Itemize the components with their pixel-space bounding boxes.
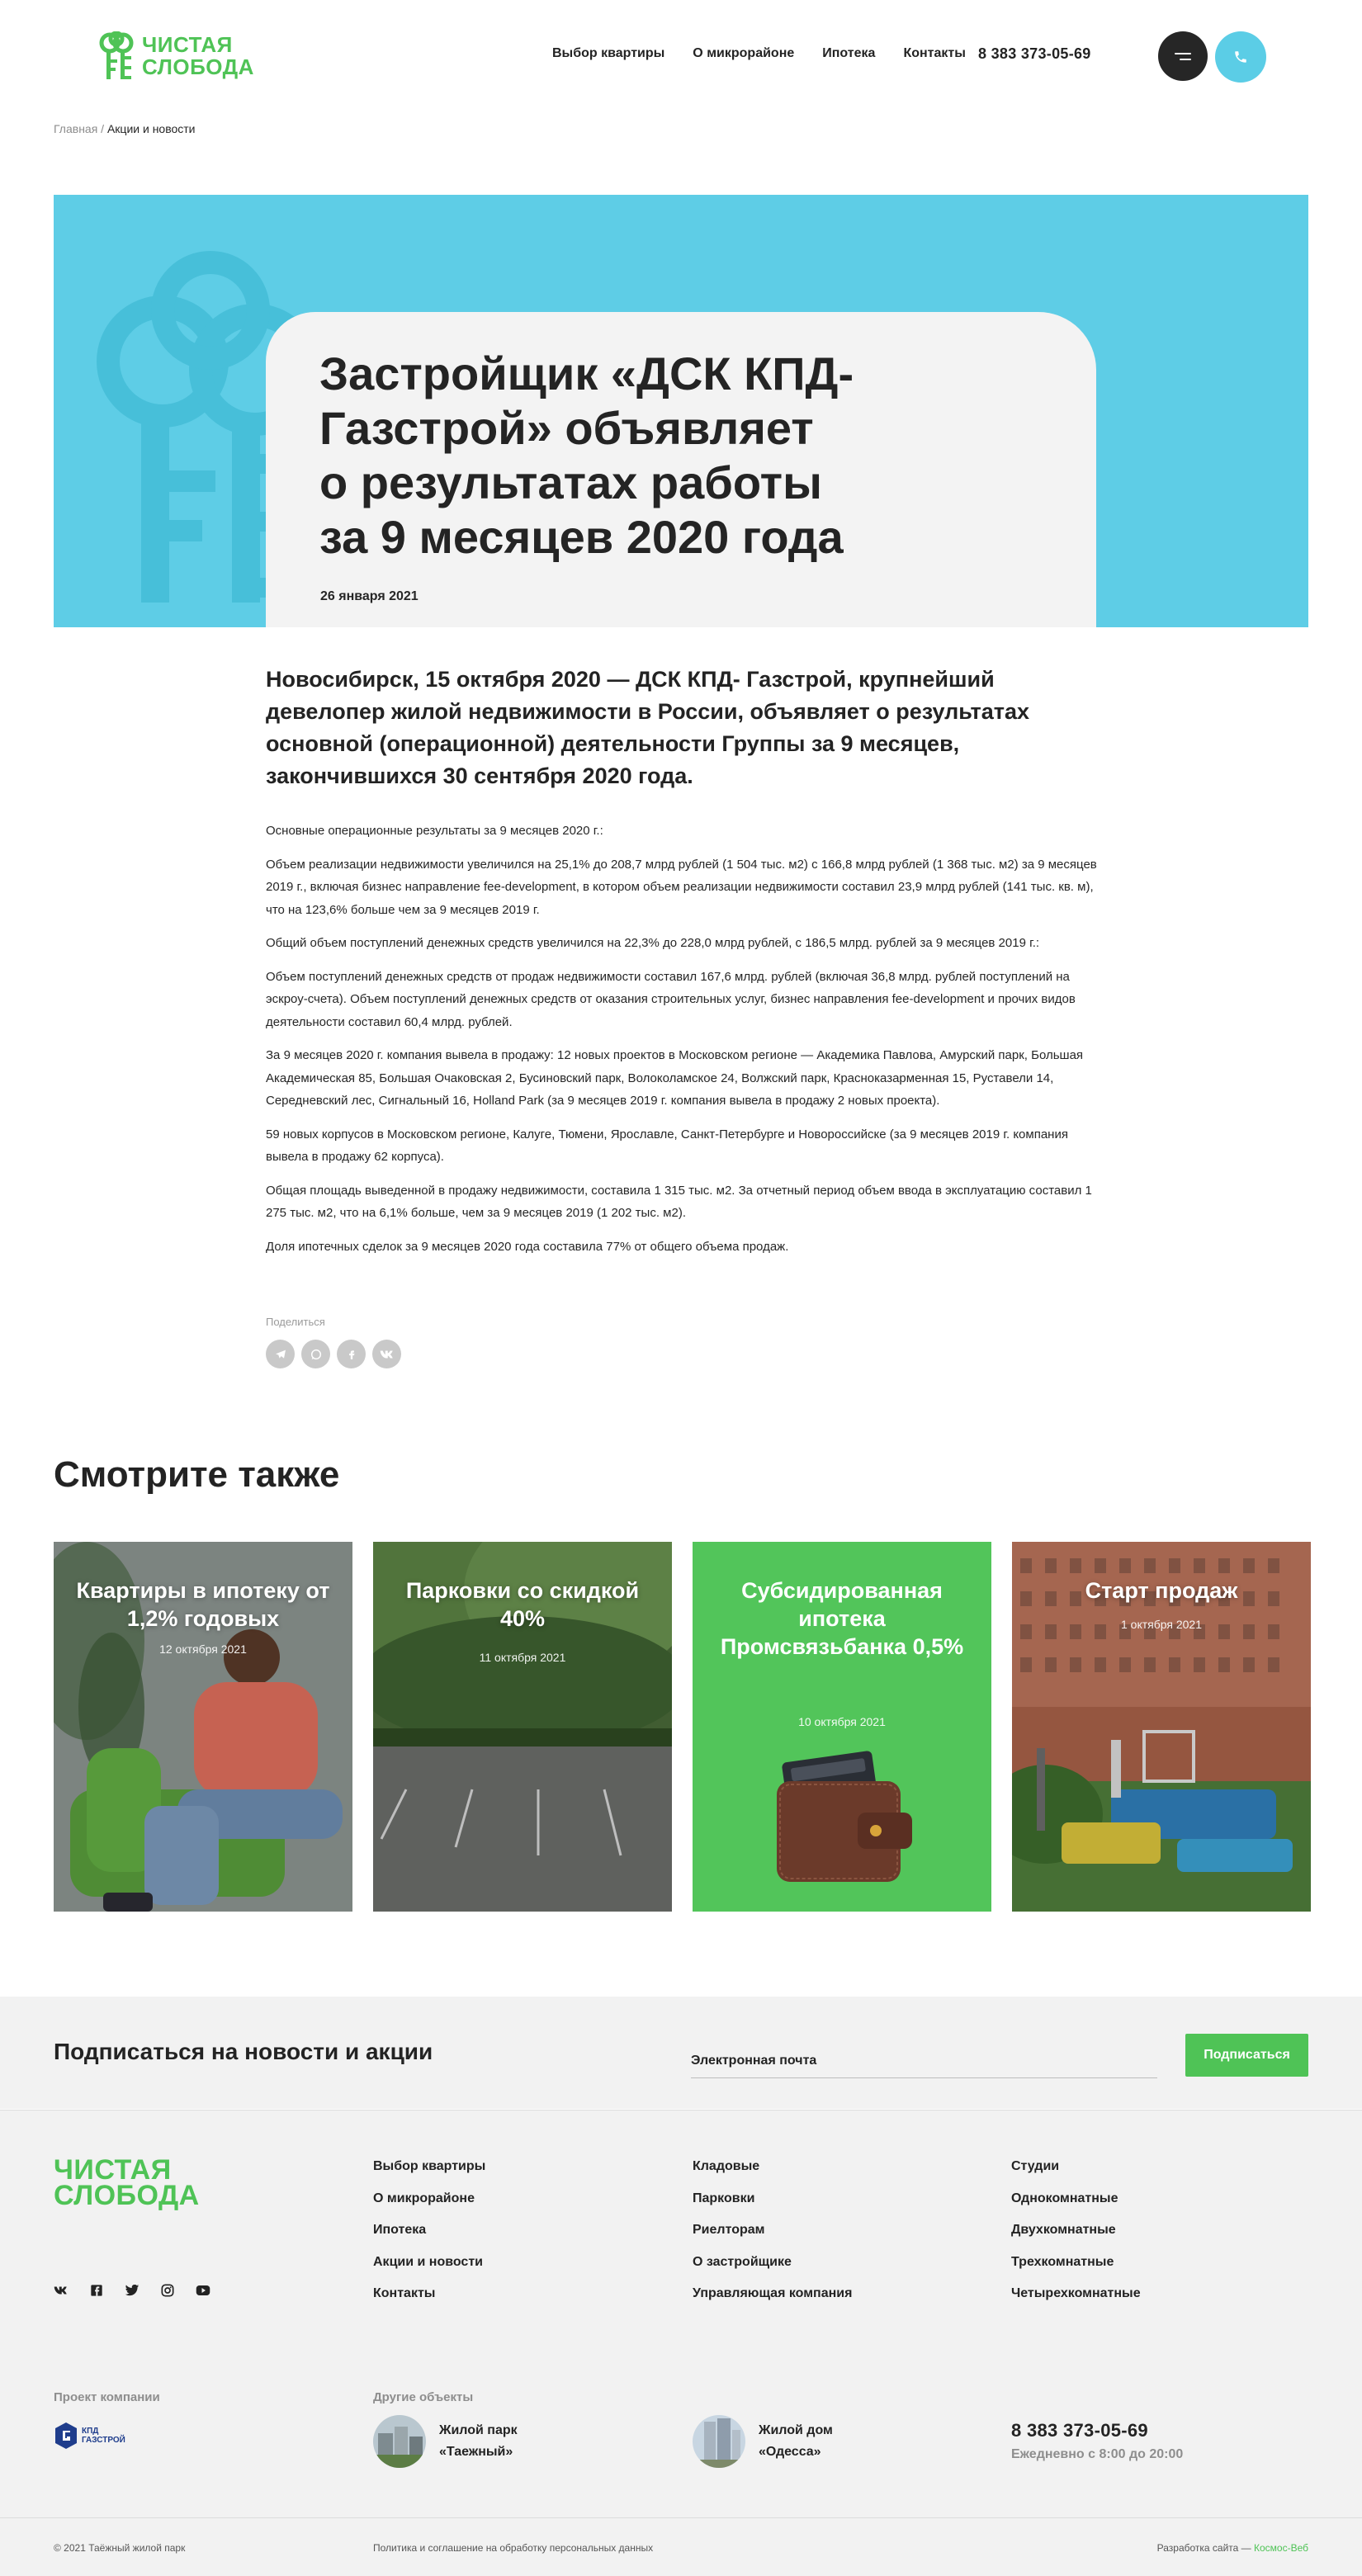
twitter-icon[interactable]	[125, 2283, 140, 2298]
footer-link[interactable]: Риелторам	[693, 2223, 765, 2237]
article-paragraph: Основные операционные результаты за 9 месяцев 2020 г.:	[266, 824, 603, 838]
footer-logo-line-2: СЛОБОДА	[54, 2180, 200, 2211]
logo-line-1: ЧИСТАЯ	[142, 32, 233, 57]
menu-button[interactable]	[1158, 31, 1208, 81]
footer	[0, 2110, 1362, 2576]
card-date: 1 октября 2021	[1121, 1618, 1202, 1631]
subscribe-button[interactable]: Подписаться	[1185, 2034, 1308, 2077]
breadcrumb	[54, 122, 196, 135]
facebook-icon[interactable]	[337, 1340, 366, 1368]
breadcrumb-home[interactable]: Главная	[54, 122, 98, 135]
instagram-icon[interactable]	[160, 2283, 175, 2298]
share-buttons	[266, 1340, 401, 1368]
card-date: 11 октября 2021	[479, 1651, 566, 1664]
news-card[interactable]	[1012, 1542, 1311, 1912]
footer-link[interactable]: Кладовые	[693, 2159, 760, 2173]
wallet-icon	[760, 1748, 925, 1888]
hamburger-icon-line	[1180, 59, 1191, 60]
article-paragraph: Общая площадь выведенной в продажу недвижимости, составила 1 315 тыс. м2. За отчетный период объем ввода в эксплуатацию составил 1 275 тыс. м2, что на 6,1% больше, чем за 9 месяцев 2019 (1 202 тыс. м2).	[266, 1183, 1092, 1220]
facebook-icon[interactable]	[89, 2283, 104, 2298]
copyright: © 2021 Таёжный жилой парк	[54, 2542, 186, 2554]
title-line: за 9 месяцев 2020 года	[319, 511, 844, 563]
object-name: Жилой дом «Одесса»	[759, 2423, 833, 2459]
footer-link[interactable]: О микрорайоне	[373, 2191, 475, 2205]
card-date: 12 октября 2021	[159, 1642, 247, 1656]
kpd-gazstroy-logo[interactable]	[54, 2422, 125, 2450]
card-title: Старт продаж	[1085, 1578, 1238, 1603]
breadcrumb-current: Акции и новости	[106, 122, 196, 135]
footer-link[interactable]: Контакты	[373, 2286, 436, 2300]
article-paragraph: Объем реализации недвижимости увеличился на 25,1% до 208,7 млрд рублей (1 504 тыс. м2) с 166,8 млрд рублей (1 368 тыс. м2) за 9 месяцев 2019 г., включая бизнес направление fee-development, в котором объем реализации недвижимости составил 23,9 млрд рублей (141 тыс. кв. м), что на 123,6% больше чем за 9 месяцев 2019 г.	[266, 857, 1097, 917]
article-paragraph: 59 новых корпусов в Московском регионе, Калуге, Тюмени, Ярославле, Санкт-Петербурге и Новороссийске (за 9 месяцев 2019 г. компания вывела в продажу 62 корпуса).	[266, 1127, 1068, 1164]
developer-credit	[1157, 2542, 1308, 2554]
footer-divider	[0, 2517, 1362, 2518]
developer-link[interactable]: Космос-Веб	[1254, 2542, 1308, 2554]
footer-link[interactable]: Четырехкомнатные	[1011, 2286, 1141, 2300]
kpd-logo-text	[82, 2427, 125, 2445]
footer-phone[interactable]: 8 383 373-05-69	[1011, 2420, 1148, 2441]
footer-menu-main	[373, 2158, 485, 2303]
breadcrumb-separator: /	[97, 122, 107, 135]
kpd-line-2: ГАЗСТРОЙ	[82, 2436, 125, 2445]
nav-choose-apartment[interactable]: Выбор квартиры	[552, 46, 665, 60]
privacy-policy-link[interactable]: Политика и соглашение на обработку персональных данных	[373, 2542, 654, 2554]
article-paragraph: Доля ипотечных сделок за 9 месяцев 2020 года составила 77% от общего объема продаж.	[266, 1239, 789, 1254]
card-title: Субсидированная ипотека Промсвязьбанка 0,5%	[720, 1578, 964, 1659]
logo-keys-icon	[96, 31, 137, 81]
logo-wordmark	[142, 34, 254, 78]
footer-link[interactable]: Двухкомнатные	[1011, 2223, 1116, 2237]
kpd-line-1: КПД	[82, 2427, 99, 2436]
object-photo	[373, 2415, 426, 2468]
footer-hours: Ежедневно с 8:00 до 20:00	[1011, 2447, 1184, 2461]
main-nav	[552, 46, 966, 61]
card-title: Квартиры в ипотеку от 1,2% годовых	[76, 1578, 330, 1631]
footer-link[interactable]: О застройщике	[693, 2254, 792, 2269]
other-objects-label: Другие объекты	[373, 2390, 474, 2404]
vk-icon[interactable]	[372, 1340, 401, 1368]
article-body	[266, 820, 1098, 1269]
kpd-logo-icon	[54, 2422, 78, 2450]
object-photo	[693, 2415, 745, 2468]
telegram-icon[interactable]	[266, 1340, 295, 1368]
footer-link[interactable]: Однокомнатные	[1011, 2191, 1118, 2205]
nav-contacts[interactable]: Контакты	[903, 46, 966, 60]
footer-logo[interactable]	[54, 2154, 200, 2211]
whatsapp-icon[interactable]	[301, 1340, 330, 1368]
article-lead: Новосибирск, 15 октября 2020 — ДСК КПД- Газстрой, крупнейший девелопер жилой недвижимости в России, объявляет о результатах основной (операционной) деятельности Группы за 9 месяцев, закончившихся 30 сентября 2020 года.	[266, 667, 1030, 788]
footer-logo-line-1: ЧИСТАЯ	[54, 2154, 172, 2186]
footer-link[interactable]: Студии	[1011, 2159, 1060, 2173]
card-title: Парковки со скидкой 40%	[405, 1578, 640, 1631]
news-card[interactable]	[54, 1542, 352, 1912]
news-card[interactable]	[373, 1542, 672, 1912]
subscribe-title: Подписаться на новости и акции	[54, 2039, 433, 2064]
footer-link[interactable]: Ипотека	[373, 2223, 427, 2237]
title-line: о результатах работы	[319, 456, 822, 508]
title-line: Газстрой» объявляет	[319, 402, 814, 454]
footer-link[interactable]: Управляющая компания	[693, 2286, 853, 2300]
developer-prefix: Разработка сайта —	[1156, 2542, 1254, 2554]
call-button[interactable]	[1215, 31, 1266, 83]
footer-social	[54, 2283, 210, 2298]
article-paragraph: За 9 месяцев 2020 г. компания вывела в продажу: 12 новых проектов в Московском регионе — Академика Павлова, Амурский парк, Большая Академическая 85, Большая Очаковская 2, Бусиновский парк, Волоколамское 24, Волжский парк, Красноказарменная 15, Руставели 14, Середневский лес, Сигнальный 16, Holland Park (за 9 месяцев 2019 г. компания вывела в продажу 2 новых проекта).	[266, 1048, 1084, 1108]
footer-link[interactable]: Выбор квартиры	[373, 2159, 486, 2173]
site-logo[interactable]	[96, 31, 269, 81]
footer-menu-extra	[693, 2158, 852, 2303]
nav-mortgage[interactable]: Ипотека	[822, 46, 876, 60]
project-label: Проект компании	[54, 2390, 160, 2404]
share-label: Поделиться	[266, 1316, 325, 1328]
header-phone[interactable]: 8 383 373-05-69	[978, 45, 1091, 62]
title-line: Застройщик «ДСК КПД-	[319, 347, 854, 399]
news-card[interactable]	[693, 1542, 991, 1912]
email-input[interactable]	[691, 2044, 1157, 2078]
card-date: 10 октября 2021	[798, 1715, 886, 1728]
hamburger-icon	[1175, 53, 1191, 54]
phone-icon	[1233, 50, 1248, 64]
footer-link[interactable]: Трехкомнатные	[1011, 2254, 1114, 2269]
other-object-taezhny[interactable]	[373, 2415, 563, 2468]
footer-link[interactable]: Парковки	[693, 2191, 755, 2205]
youtube-icon[interactable]	[196, 2283, 210, 2298]
nav-about-district[interactable]: О микрорайоне	[693, 46, 795, 60]
article-date: 26 января 2021	[320, 589, 419, 603]
article-paragraph: Общий объем поступлений денежных средств увеличился на 22,3% до 228,0 млрд рублей, с 186,5 млрд. рублей за 9 месяцев 2019 г.:	[266, 936, 1040, 950]
footer-menu-apartments	[1011, 2158, 1141, 2303]
footer-link[interactable]: Акции и новости	[373, 2254, 483, 2269]
logo-line-2: СЛОБОДА	[142, 54, 254, 79]
vk-icon[interactable]	[54, 2283, 69, 2298]
article-title	[319, 347, 980, 565]
article-paragraph: Объем поступлений денежных средств от продаж недвижимости составил 167,6 млрд. рублей (включая 36,8 млрд. рублей поступлений на эскроу-счета). Объем поступлений денежных средств от оказания строительных услуг, бизнес направления fee-development и прочих видов деятельности составил 60,4 млрд. рублей.	[266, 969, 1076, 1029]
other-object-odessa[interactable]	[693, 2415, 882, 2468]
see-also-title: Смотрите также	[54, 1454, 340, 1495]
object-name: Жилой парк «Таежный»	[439, 2423, 518, 2459]
